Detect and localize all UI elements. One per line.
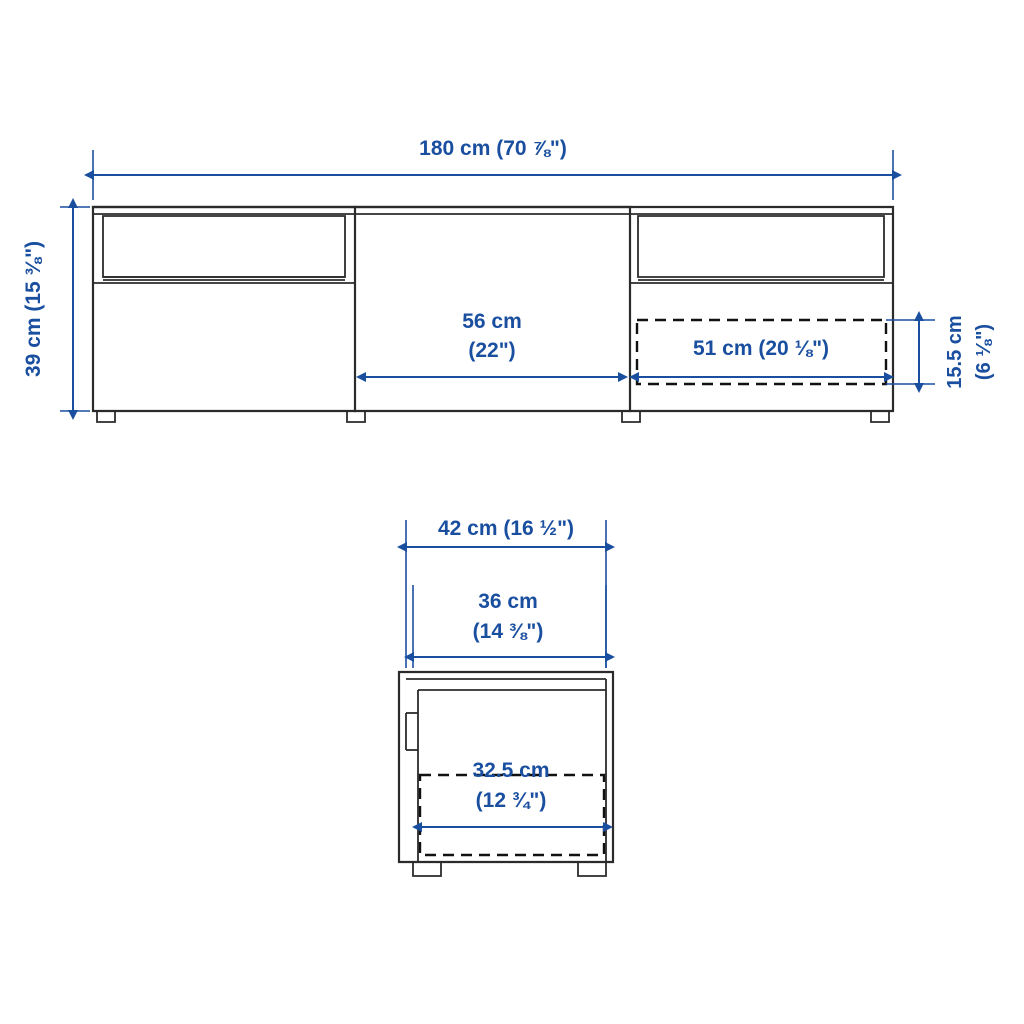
label-depth-total: 42 cm (16 ½") — [437, 517, 575, 540]
label-drawer-inner-height-line1: 15.5 cm — [944, 315, 966, 389]
label-drawer-inner-height-line2: (6 ⅛") — [973, 323, 995, 381]
dim-height-total — [60, 207, 90, 411]
label-drawer-inner-width: 51 cm (20 ⅛") — [692, 337, 830, 360]
label-drawer-inner-depth-line1: 32.5 cm — [472, 759, 550, 782]
label-depth-inner-line1: 36 cm — [478, 590, 538, 613]
label-height-total: 39 cm (15 ⅜") — [22, 240, 45, 378]
label-width-total: 180 cm (70 ⅞") — [419, 137, 567, 160]
label-depth-inner-line2: (14 ⅜") — [472, 620, 544, 643]
side-view-hidden-drawer — [420, 775, 604, 855]
label-drawer-inner-depth-line2: (12 ¾") — [475, 789, 547, 812]
label-middle-opening-width-line2: (22") — [468, 339, 516, 362]
label-middle-opening-width-line1: 56 cm — [462, 310, 522, 333]
